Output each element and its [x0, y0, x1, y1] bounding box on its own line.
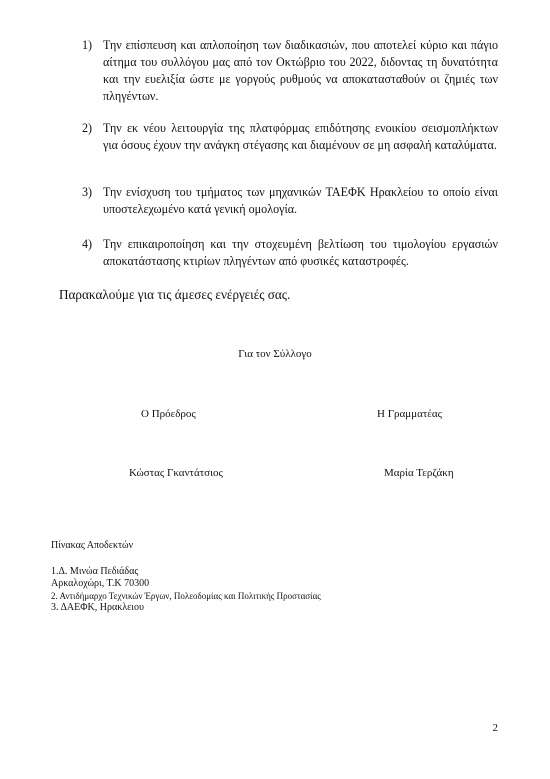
list-number: 2)	[82, 121, 93, 135]
list-number: 1)	[82, 38, 93, 52]
signature-heading: Για τον Σύλλογο	[238, 348, 312, 360]
list-text: Την επίσπευση και απλοποίηση των διαδικασιών, που αποτελεί κύριο και πάγιο αίτημα του συλλόγου μας από τον Οκτώβριο του 2022, διδοντας τη δυνατότητα και την ευελιξία ώστε με γοργούς ρυθμούς να αποκατασταθούν οι ζημιές των πληγέντων.	[103, 38, 498, 103]
secretary-role: Η Γραμματέας	[377, 408, 443, 420]
list-number: 4)	[82, 237, 93, 251]
recipient-line: 1.Δ. Μινώα Πεδιάδας	[51, 566, 139, 577]
list-number: 3)	[82, 185, 93, 199]
list-item-4	[82, 236, 498, 270]
list-item-3	[82, 184, 498, 218]
list-text: Την ενίσχυση του τμήματος των μηχανικών ΤΑΕΦΚ Ηρακλείου το οποίο είναι υποστελεχωμένο κατά γενική ομολογία.	[103, 185, 498, 216]
closing-sentence: Παρακαλούμε για τις άμεσες ενέργειές σας.	[59, 287, 291, 302]
list-item-1	[82, 37, 498, 105]
page-number: 2	[492, 722, 498, 734]
list-text: Την εκ νέου λειτουργία της πλατφόρμας επιδότησης ενοικίου σεισμοπλήκτων για όσους έχουν την ανάγκη στέγασης και διαμένουν σε μη ασφαλή καταλύματα.	[103, 121, 498, 152]
secretary-name: Μαρία Τερζάκη	[384, 467, 454, 479]
recipient-line: 3. ΔΑΕΦΚ, Ηρακλειου	[51, 602, 144, 613]
recipients-title: Πίνακας Αποδεκτών	[51, 540, 134, 551]
list-text: Την επικαιροποίηση και την στοχευμένη βελτίωση του τιμολογίου εργασιών αποκατάστασης κτιρίων πληγέντων από φυσικές καταστροφές.	[103, 237, 498, 268]
recipient-line: Αρκαλοχώρι, Τ.Κ 70300	[51, 578, 150, 589]
president-role: Ο Πρόεδρος	[141, 408, 196, 420]
president-name: Κώστας Γκαντάτσιος	[129, 467, 223, 479]
list-item-2	[82, 120, 498, 154]
recipient-line: 2. Αντιδήμαρχο Τεχνικών Έργων, Πολεοδομίας και Πολιτικής Προστασίας	[51, 591, 321, 601]
